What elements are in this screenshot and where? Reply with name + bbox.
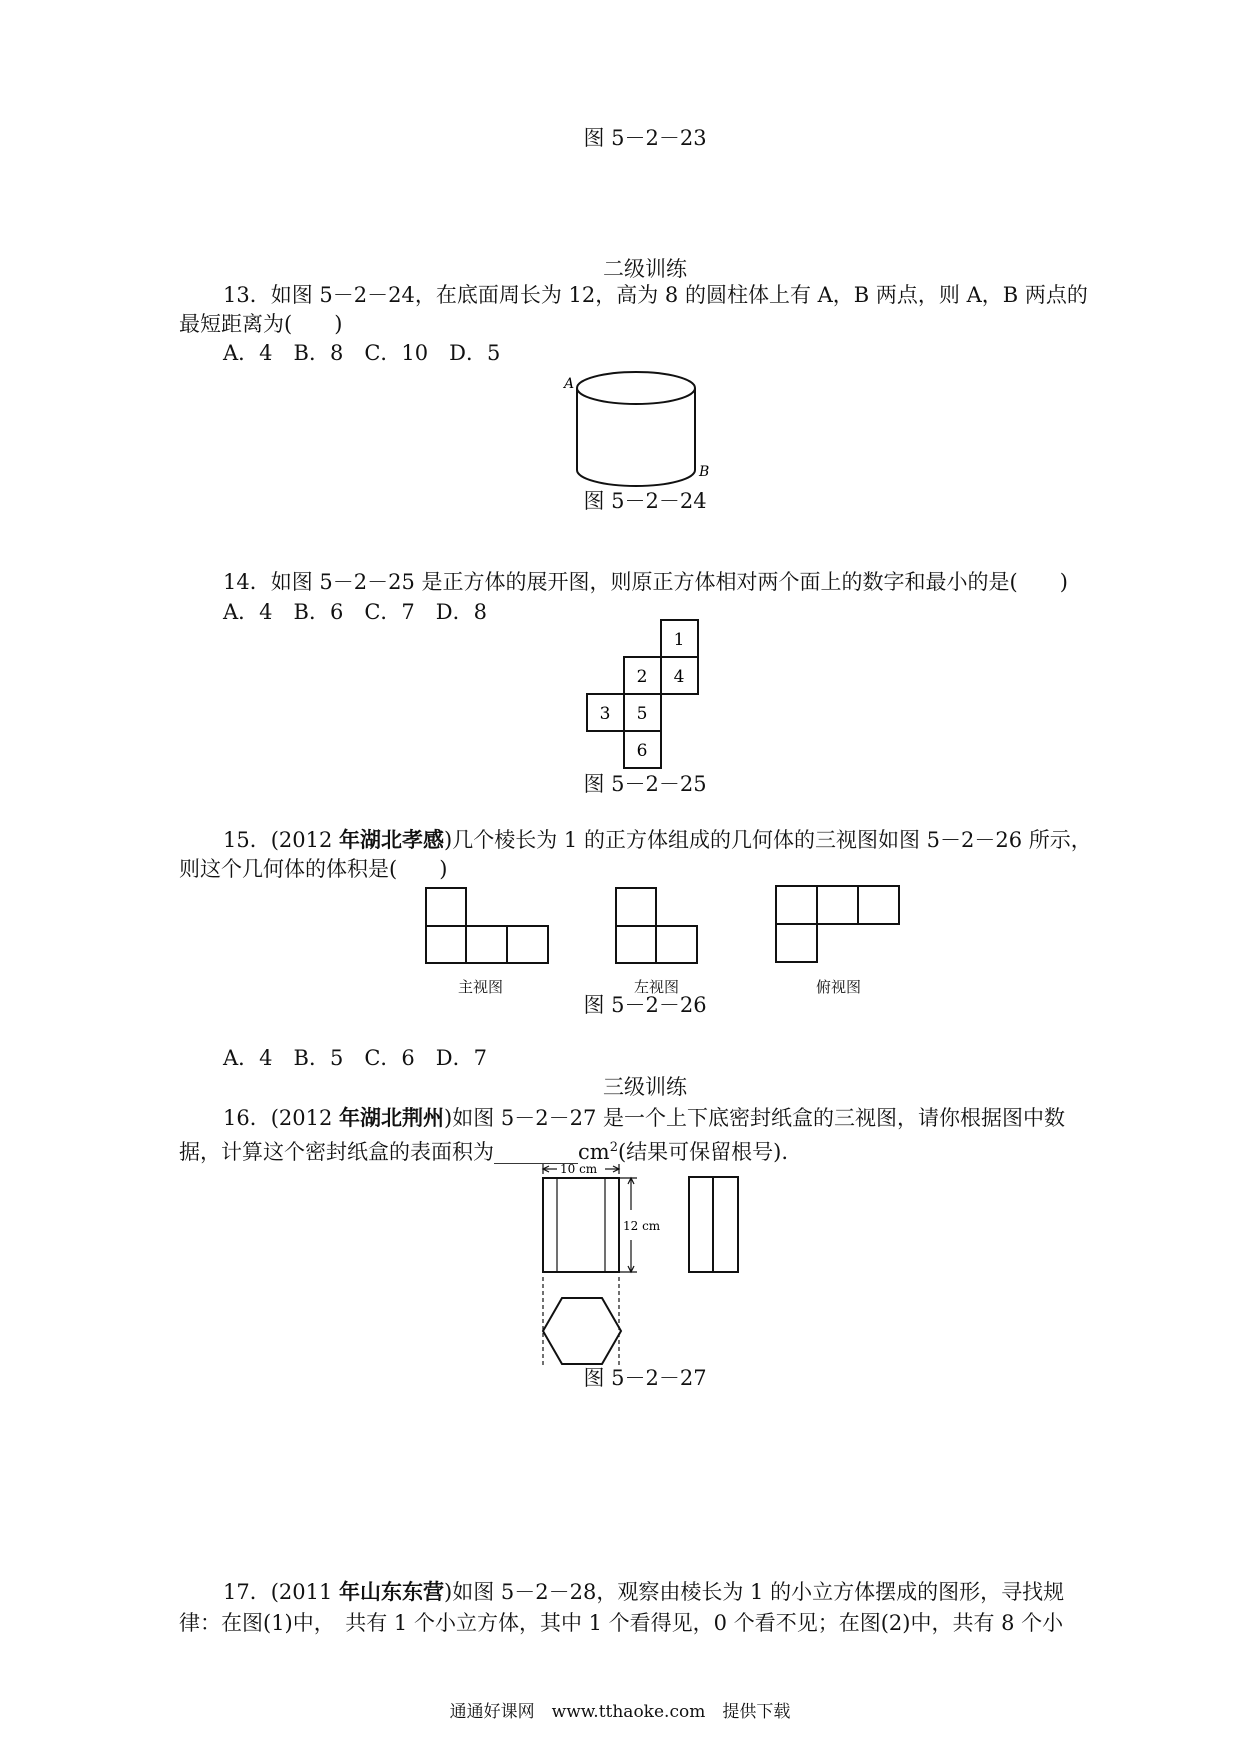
figure-caption-25: 图 5－2－25 (583, 772, 707, 796)
point-b-label: B (699, 464, 710, 480)
net-number: 2 (636, 667, 648, 687)
section-title-level3: 三级训练 (603, 1075, 687, 1099)
cube-net-figure (585, 619, 705, 769)
view-square (466, 926, 507, 963)
view-square (616, 888, 656, 926)
net-number: 6 (636, 741, 648, 761)
q15-options: A．4 B．5 C．6 D．7 (223, 1046, 487, 1070)
view-square (858, 886, 899, 924)
top-view-figure (774, 884, 904, 964)
view-square (426, 888, 466, 926)
hexagon-top-view (543, 1298, 621, 1364)
page-footer: 通通好课网 www.tthaoke.com 提供下载 (449, 1702, 791, 1722)
view-square (616, 926, 656, 963)
view-square (507, 926, 548, 963)
dim-height-label: 12 cm (623, 1219, 661, 1233)
net-number: 4 (673, 667, 685, 687)
q16-text: 据，计算这个密封纸盒的表面积为 (179, 1140, 494, 1164)
net-number: 5 (636, 704, 648, 724)
answer-blank: ________ (494, 1140, 578, 1164)
cylinder-top-ellipse (577, 372, 695, 404)
q16-number: 16．(2012 (223, 1106, 340, 1130)
q13-line1: 13．如图 5－2－24，在底面周长为 12，高为 8 的圆柱体上有 A，B 两点，则 A，B 两点的 (223, 283, 1088, 307)
three-views-box-figure (535, 1160, 795, 1370)
unit-superscript: 2 (609, 1140, 618, 1155)
view-square (426, 926, 466, 963)
figure-caption-26: 图 5－2－26 (583, 993, 707, 1017)
q16-text: )如图 5－2－27 是一个上下底密封纸盒的三视图，请你根据图中数 (444, 1106, 1066, 1130)
cylinder-figure (564, 368, 737, 480)
q15-number: 15．(2012 (223, 828, 340, 852)
q13-options: A．4 B．8 C．10 D．5 (223, 341, 501, 365)
q15-text: )几个棱长为 1 的正方体组成的几何体的三视图如图 5－2－26 所示， (444, 828, 1092, 852)
figure-caption-24: 图 5－2－24 (583, 489, 707, 513)
box-front-view (543, 1178, 619, 1272)
q17-number: 17．(2011 (223, 1580, 340, 1604)
view-square (776, 924, 817, 962)
section-title-level2: 二级训练 (603, 257, 687, 281)
left-view-label: 左视图 (634, 978, 680, 996)
q17-line1 (223, 1578, 1064, 1606)
cylinder-bottom-arc (577, 470, 695, 486)
figure-caption-27: 图 5－2－27 (583, 1366, 707, 1390)
view-square (776, 886, 817, 924)
top-view-label: 俯视图 (816, 978, 862, 996)
q15-line2: 则这个几何体的体积是( ) (179, 857, 448, 881)
view-square (817, 886, 858, 924)
dim-width-label: 10 cm (560, 1162, 598, 1176)
left-view-figure (614, 886, 704, 966)
view-square (656, 926, 697, 963)
net-number: 1 (673, 630, 685, 650)
front-view-label: 主视图 (458, 978, 504, 996)
q17-line2: 律：在图(1)中， 共有 1 个小立方体，其中 1 个看得见，0 个看不见；在图(2)中，共有 8 个小 (179, 1611, 1064, 1635)
q15-source: 年湖北孝感 (339, 827, 445, 852)
net-number: 3 (599, 704, 611, 724)
q17-source: 年山东东营 (339, 1579, 445, 1604)
q16-text-end: (结果可保留根号). (617, 1140, 789, 1164)
q15-line1 (223, 826, 1092, 854)
q16-line1 (223, 1104, 1065, 1132)
point-a-label: A (564, 376, 575, 392)
q14-options: A．4 B．6 C．7 D．8 (223, 600, 487, 624)
q14-line1: 14．如图 5－2－25 是正方体的展开图，则原正方体相对两个面上的数字和最小的是( ) (223, 570, 1068, 594)
figure-caption-23: 图 5－2－23 (583, 126, 707, 150)
front-view-figure (424, 886, 554, 966)
q17-text: )如图 5－2－28，观察由棱长为 1 的小立方体摆成的图形，寻找规 (444, 1580, 1065, 1604)
q13-line2: 最短距离为( ) (179, 312, 343, 336)
unit: cm (578, 1140, 610, 1164)
q16-source: 年湖北荆州 (339, 1105, 445, 1130)
